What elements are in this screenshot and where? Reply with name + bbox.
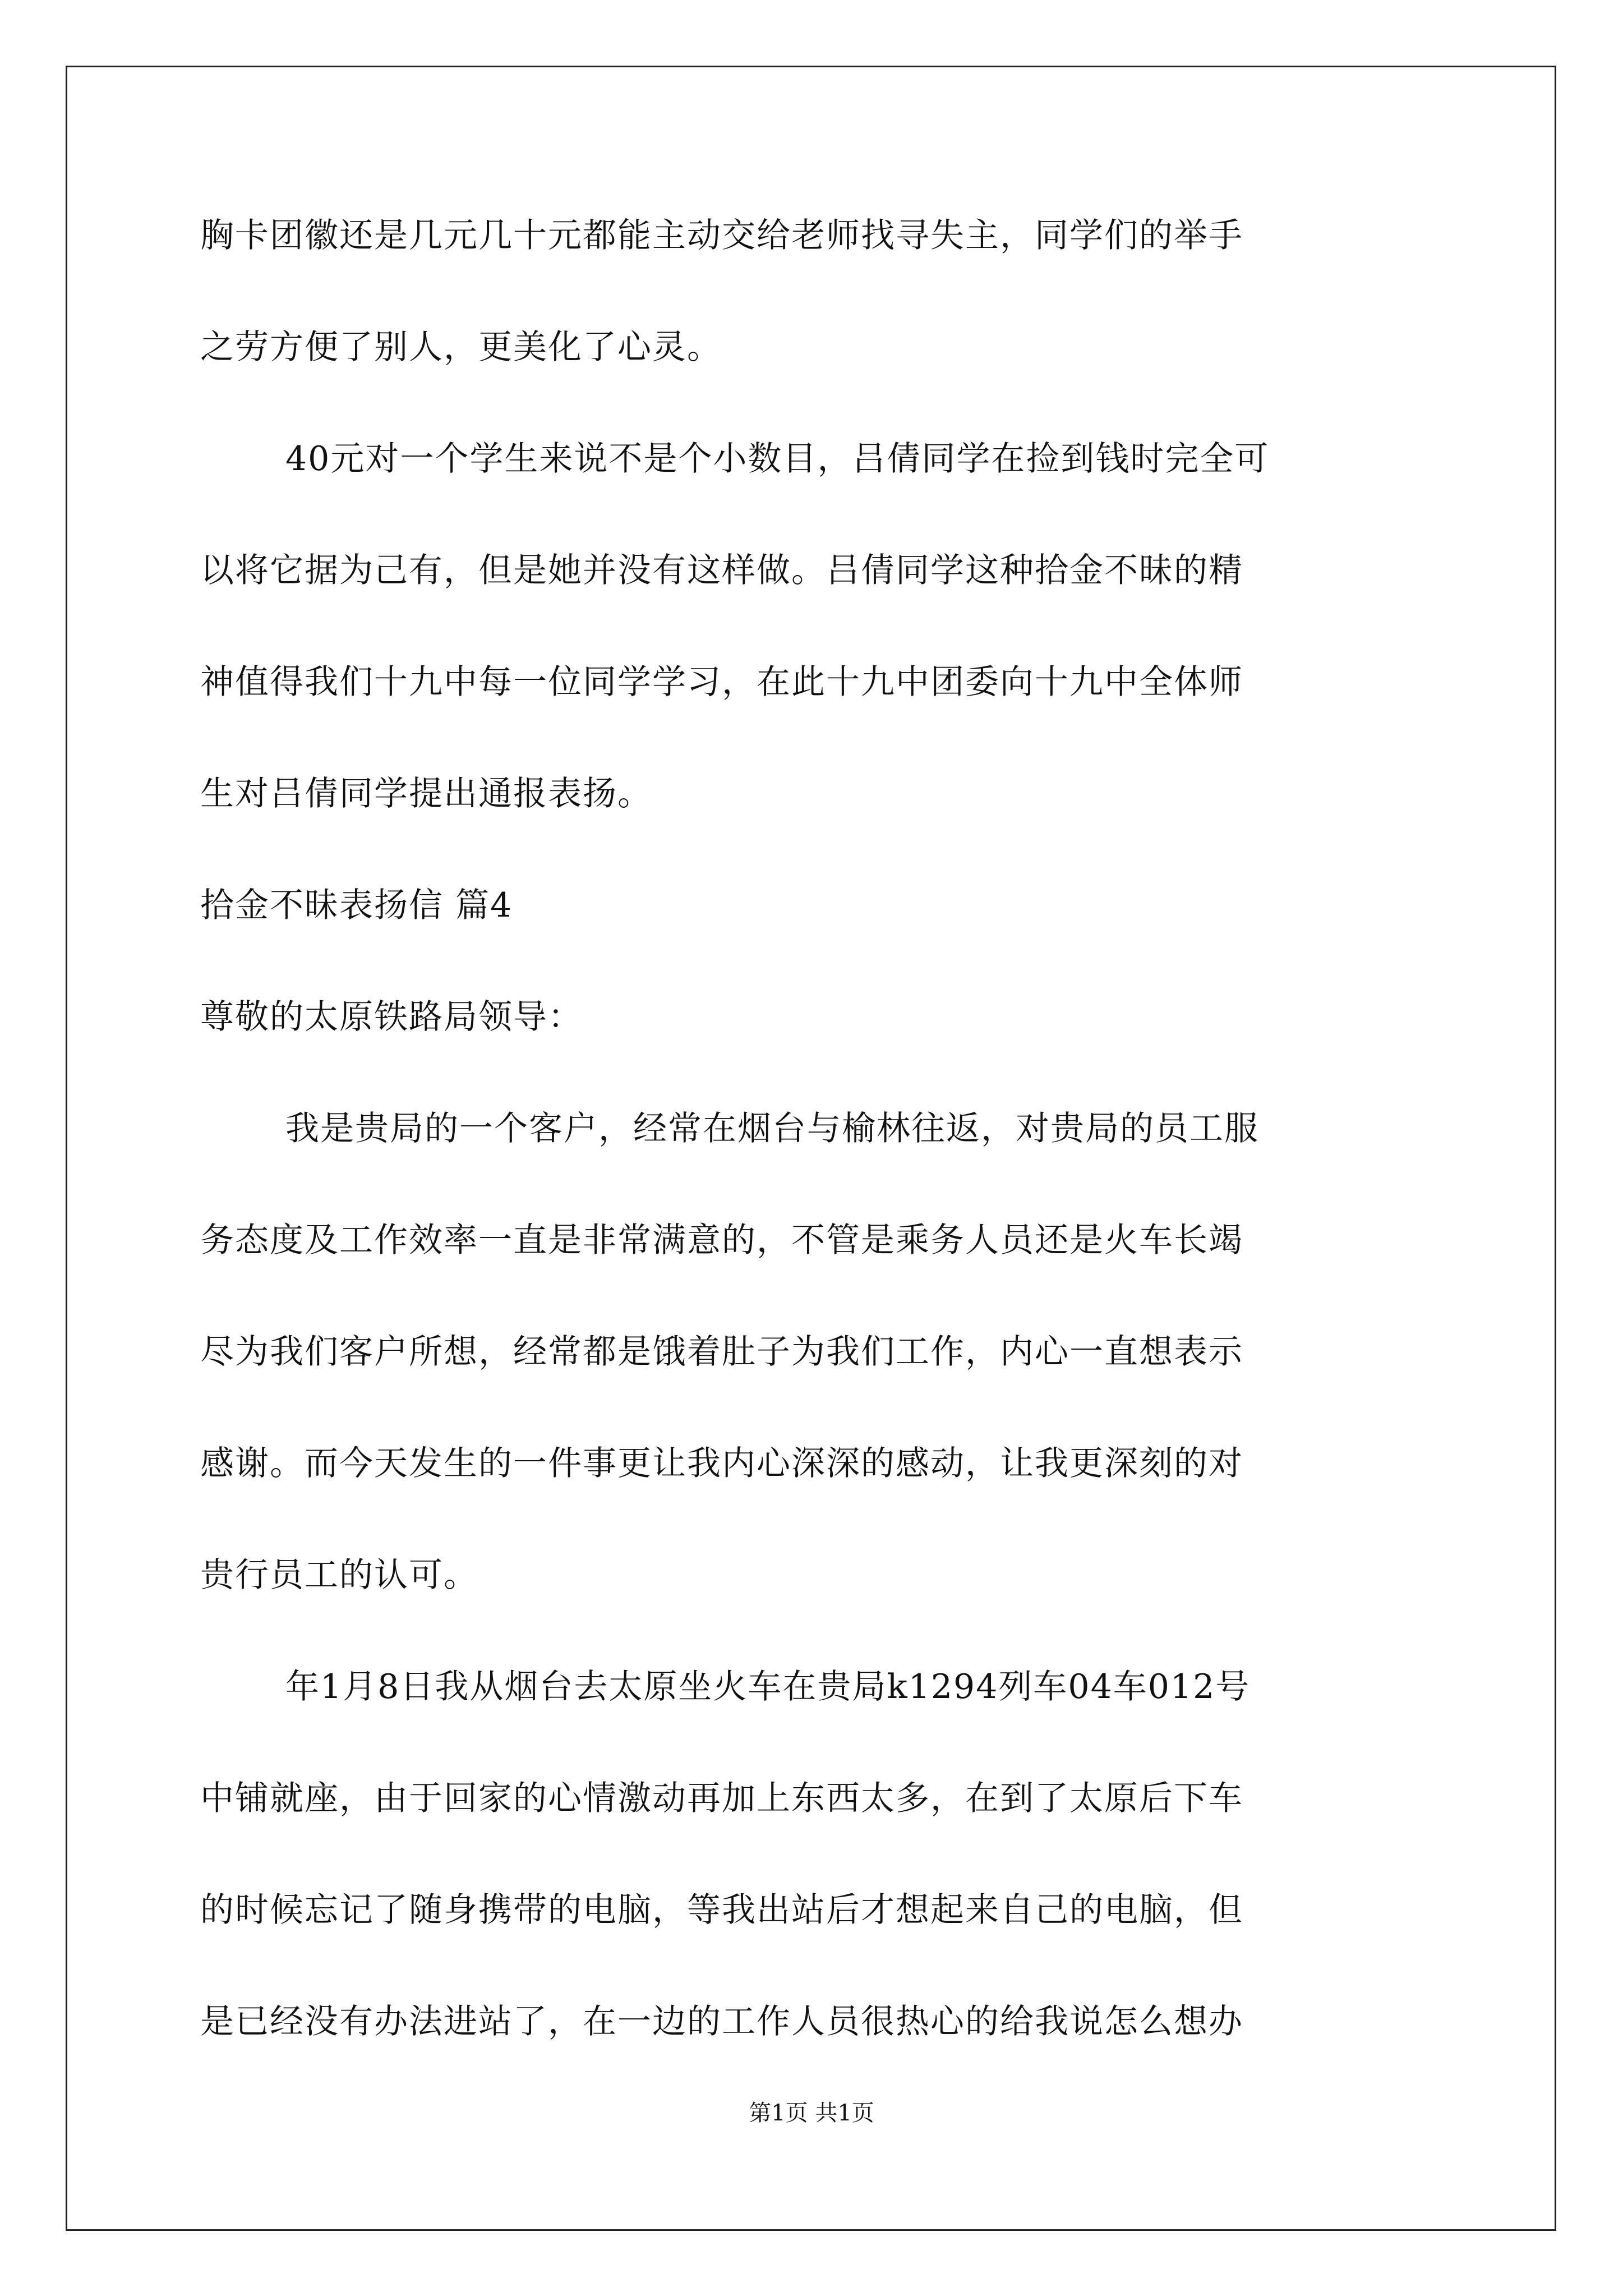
document-body — [200, 216, 1428, 2116]
text-line: 我是贵局的一个客户，经常在烟台与榆林往返，对贵局的员工服 — [285, 1109, 1259, 1148]
text-line: 尽为我们客户所想，经常都是饿着肚子为我们工作，内心一直想表示 — [200, 1332, 1243, 1372]
salutation: 尊敬的太原铁路局领导： — [200, 997, 583, 1037]
text-line: 年1月8日我从烟台去太原坐火车在贵局k1294列车04车012号 — [285, 1667, 1251, 1706]
text-line: 中铺就座，由于回家的心情激动再加上东西太多，在到了太原后下车 — [200, 1779, 1243, 1818]
text-line: 之劳方便了别人，更美化了心灵。 — [200, 328, 722, 367]
text-line: 的时候忘记了随身携带的电脑，等我出站后才想起来自己的电脑，但 — [200, 1890, 1243, 1930]
text-line: 神值得我们十九中每一位同学学习，在此十九中团委向十九中全体师 — [200, 662, 1243, 702]
text-line: 生对吕倩同学提出通报表扬。 — [200, 774, 652, 813]
text-line: 以将它据为己有，但是她并没有这样做。吕倩同学这种拾金不昧的精 — [200, 551, 1243, 590]
text-line: 是已经没有办法进站了，在一边的工作人员很热心的给我说怎么想办 — [200, 2002, 1243, 2041]
text-line: 务态度及工作效率一直是非常满意的，不管是乘务人员还是火车长竭 — [200, 1221, 1243, 1260]
text-line: 贵行员工的认可。 — [200, 1556, 478, 1595]
text-line: 胸卡团徽还是几元几十元都能主动交给老师找寻失主，同学们的举手 — [200, 216, 1243, 255]
text-line: 感谢。而今天发生的一件事更让我内心深深的感动，让我更深刻的对 — [200, 1444, 1243, 1483]
page-footer: 第1页 共1页 — [749, 2100, 874, 2126]
section-heading: 拾金不昧表扬信 篇4 — [200, 886, 513, 925]
text-line: 40元对一个学生来说不是个小数目，吕倩同学在捡到钱时完全可 — [285, 439, 1270, 478]
